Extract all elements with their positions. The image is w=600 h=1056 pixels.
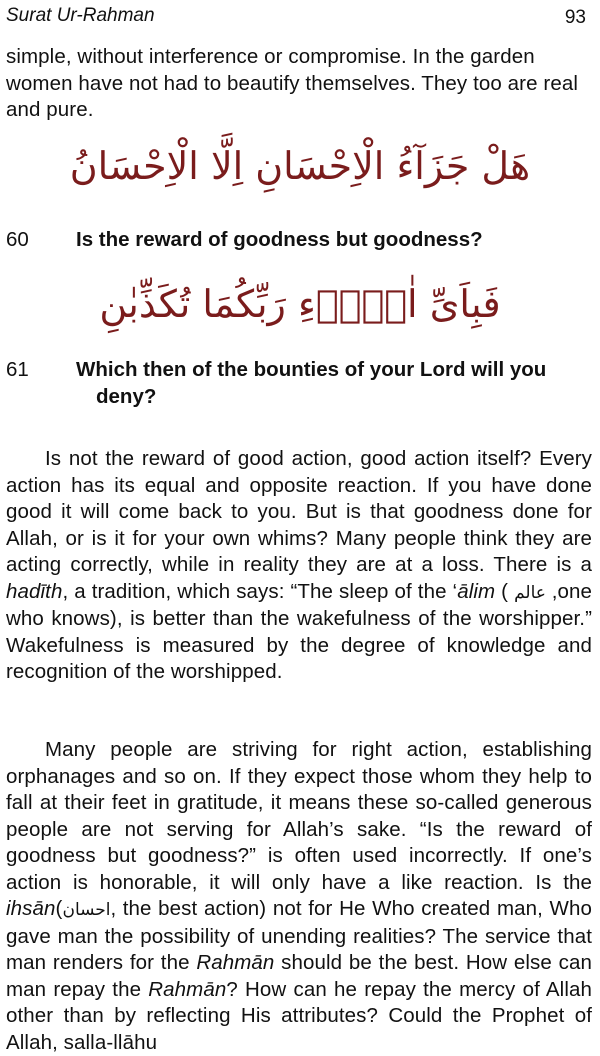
text-run: Many people are striving for right action, establishing orphanages and so on. If they expect those whom they help to fall at their feet in gratitude, it means these so-called generous people are not serving for Allah’s sake. “Is the reward of goodness but goodness?” is often used incorrectly. If one’s action is honorable, it will only have a like reaction. Is the (6, 738, 592, 894)
running-header (6, 4, 594, 30)
intro-line: women have not had to beautify themselves. They too are real (6, 71, 578, 95)
verse-number: 60 (6, 228, 29, 251)
verse-translation-line: deny? (96, 384, 157, 408)
text-run: ( (55, 897, 63, 920)
text-run: , a tradition, which says: “The sleep of the ‘ (62, 579, 458, 603)
chapter-title: Surat Ur-Rahman (6, 5, 155, 26)
intro-line: simple, without interference or compromise. In the garden (6, 45, 535, 68)
text-run: Is not the reward of good action, good action itself? Every action has its equal and opposite reaction. If you have done good it will come back to you. But is that goodness done for Allah, or is it for your own whims? Many people think they are acting correctly, while in reality they are at a loss. There is a (6, 447, 592, 576)
text-run: ,one who knows), is better than the wakefulness of the worshipper.” Wakefulness is measured by the degree of knowledge and recognition of the worshipped. (6, 579, 592, 683)
commentary-paragraph-2 (6, 737, 592, 1056)
verse-translation-line: Which then of the bounties of your Lord will you (76, 358, 547, 381)
italic-term: hadīth (6, 579, 63, 603)
text-run: ? How can he repay the mercy of Allah other than by reflecting His attributes? Could the Prophet of Allah, salla-llāhu (6, 977, 592, 1054)
commentary-paragraph-1 (6, 446, 592, 686)
verse-translation: Is the reward of goodness but goodness? (76, 228, 483, 251)
arabic-verse-60: هَلْ جَزَآءُ الْاِحْسَانِ اِلَّا الْاِحْسَانُ (69, 144, 531, 188)
verse-translation (76, 357, 576, 410)
verse-number: 61 (6, 358, 29, 381)
arabic-word: احسان (62, 900, 111, 920)
italic-term: ālim (457, 579, 496, 603)
arabic-word: عالم (514, 582, 546, 603)
page-number: 93 (564, 7, 586, 28)
text-run: ( (495, 579, 515, 603)
italic-term: Rahmān (148, 977, 227, 1001)
intro-line: and pure. (6, 98, 94, 121)
italic-term: ihsān (6, 897, 56, 920)
intro-paragraph (6, 44, 592, 124)
italic-term: Rahmān (196, 951, 275, 974)
arabic-verse-61: فَبِاَىِّ اٰلَاۤءِ رَبِّكُمَا تُكَذِّبٰنِ (99, 282, 501, 326)
text-run: , the best action) not for He Who created man, Who gave man the possibility of unending realities? The service that man renders for the (6, 897, 592, 974)
text-run: should be the best. How else can man repay the (6, 951, 592, 1001)
